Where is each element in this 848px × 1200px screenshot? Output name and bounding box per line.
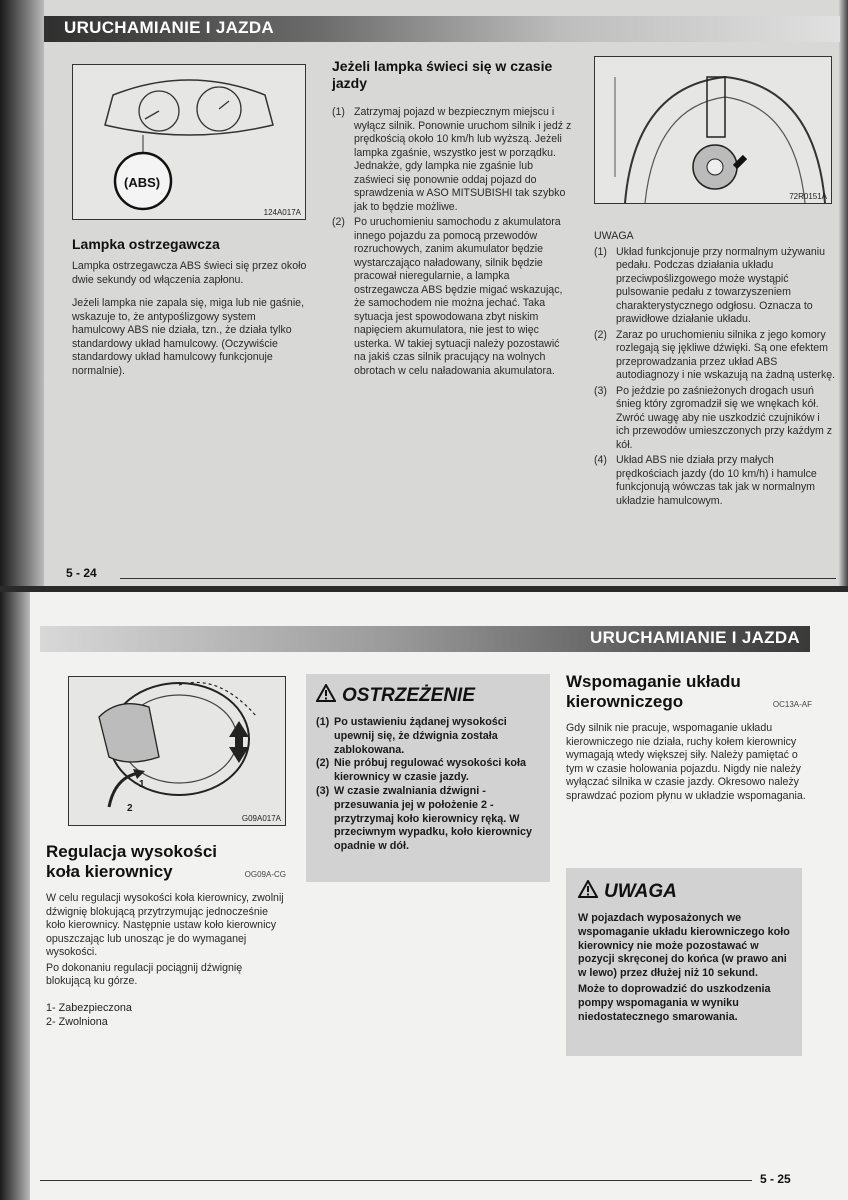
legend-item: 2- Zwolniona <box>46 1015 108 1028</box>
uwaga-section <box>594 230 836 510</box>
item-text: Po jeździe po zaśnieżonych drogach usuń śnieg który zgromadził się we wnękach kół. Zwróć uwagę aby nie uszkodzić czujników i ich przewodów umieszczonych przy każdym z kół. <box>616 384 833 451</box>
lamp-while-driving-section <box>332 58 572 380</box>
steering-height-heading-wrap <box>46 842 286 882</box>
footer-rule <box>40 1180 752 1181</box>
steering-adjust-illustration <box>68 676 286 826</box>
scan-edge-right <box>838 0 848 588</box>
uwaga-heading <box>578 880 790 904</box>
item-number: (1) <box>332 106 345 118</box>
uwaga-box <box>566 868 802 1056</box>
list-item <box>316 785 540 854</box>
list-item <box>316 757 540 785</box>
wheel-sensor-illustration <box>594 56 832 204</box>
steering-wheel-drawing <box>69 677 285 825</box>
warning-lamp-section <box>72 236 308 378</box>
figure-code: 124A017A <box>263 208 301 217</box>
section-header-bar <box>40 626 810 652</box>
power-steering-section <box>566 672 812 803</box>
marker-1: 1 <box>139 779 145 790</box>
item-number: (3) <box>594 384 607 397</box>
warning-lamp-paragraph-1: Lampka ostrzegawcza ABS świeci się przez około dwie sekundy od włączenia zapłonu. <box>72 260 307 286</box>
uwaga-list <box>594 246 836 509</box>
warning-title-text: OSTRZEŻENIE <box>342 685 476 706</box>
list-item <box>594 385 836 453</box>
instrument-cluster-drawing <box>73 65 305 219</box>
list-item <box>594 246 836 327</box>
page-number: 5 - 25 <box>760 1172 791 1186</box>
page-5-25 <box>0 592 848 1200</box>
section-title: URUCHAMIANIE I JAZDA <box>64 18 274 37</box>
figure-code: G09A017A <box>241 814 281 823</box>
scan-edge-left <box>0 0 44 588</box>
section-code: OC13A-AF <box>772 700 812 709</box>
list-item <box>594 454 836 508</box>
driving-heading: Jeżeli lampka świeci się w czasie jazdy <box>332 58 553 91</box>
uwaga-paragraph-2: Może to doprowadzić do uszkodzenia pompy wspomagania w wyniku niedostatecznego smarowania. <box>578 982 771 1023</box>
uwaga-paragraph-1: W pojazdach wyposażonych we wspomaganie układu kierowniczego koło kierownicy nie może pozostawać w pozycji skręconej do końca (w prawo ani w lewo) przez dłużej niż 10 sekund. <box>578 912 790 980</box>
warning-lamp-heading: Lampka ostrzegawcza <box>72 236 220 252</box>
scan-edge-left <box>0 592 30 1200</box>
warning-list <box>316 716 540 854</box>
power-steering-heading: Wspomaganie układu kierowniczego <box>566 672 741 711</box>
item-number: (2) <box>332 216 345 228</box>
list-item <box>316 716 540 757</box>
item-number: (4) <box>594 454 607 466</box>
wheel-hub-drawing <box>595 57 831 203</box>
item-text: Po uruchomieniu samochodu z akumulatora innego pojazdu za pomocą przewodów rozruchowych, zanim akumulator będzie wystarczająco naładowany, silnik będzie pracował nieregularnie, a lampka ostrzegawcza ABS będzie migać wskazując, że samochodem nie można jechać. Taka sytuacja jest spowodowana zbyt niskim napięciem akumulatora, nie jest to więc usterka. W takiej sytuacji należy pozostawić na jakiś czas silnik pracujący na wolnych obrotach w celu naładowania akumulatora. <box>354 216 563 377</box>
power-steering-paragraph: Gdy silnik nie pracuje, wspomaganie układu kierowniczego nie działa, ruchy kołem kierownicy wymagają wtedy większej siły. Należy pamiętać o tym w czasie holowania pojazdu. Nigdy nie należy wyłączać silnika w czasie jazdy. Okresowo należy sprawdzać poziom płynu w układzie wspomagania. <box>566 722 806 802</box>
item-text: Układ funkcjonuje przy normalnym używaniu pedału. Podczas działania układu przeciwpoślizgowego może wystąpić pulsowanie pedału z towarzyszeniem charakterystycznego odgłosu. Oznacza to prawidłowe działanie układu. <box>616 245 826 325</box>
item-text: Zatrzymaj pojazd w bezpiecznym miejscu i wyłącz silnik. Ponownie uruchom silnik i jedź z prędkością około 10 km/h lub wyższą. Jeżeli lampka zgaśnie, wszystko jest w porządku. Jednakże, gdy lampka nie zgaśnie lub zaświeci się ponownie oddaj pojazd do sprawdzenia w ASO MITSUBISHI tak szybko jak to będzie możliwe. <box>354 106 572 213</box>
page-number: 5 - 24 <box>66 566 97 580</box>
section-code: OG09A-CG <box>244 870 286 879</box>
item-text: Nie próbuj regulować wysokości koła kierownicy w czasie jazdy. <box>334 757 526 784</box>
steering-height-paragraph-2: Po dokonaniu regulacji pociągnij dźwignię blokującą ku górze. <box>46 961 243 987</box>
item-text: Po ustawieniu żądanej wysokości upewnij się, że dźwignia została zablokowana. <box>334 716 507 756</box>
item-number: (2) <box>594 328 607 341</box>
item-number: (1) <box>594 245 607 258</box>
list-item <box>332 216 572 378</box>
abs-badge: (ABS) <box>124 175 161 190</box>
warning-triangle-icon <box>578 880 598 904</box>
item-text: W czasie zwalniania dźwigni - przesuwania jej w położenie 2 - przytrzymaj koło kierownicy ręką. W przeciwnym wypadku, koło kierownicy opadnie w dół. <box>334 784 533 853</box>
item-number: (1) <box>316 716 330 728</box>
warning-triangle-icon <box>316 684 336 708</box>
warning-box <box>306 674 550 882</box>
item-text: Układ ABS nie działa przy małych prędkościach jazdy (do 10 km/h) i hamulce funkcjonują wówczas tak jak w normalnym układzie hamulcowym. <box>616 454 817 507</box>
list-item <box>594 329 836 383</box>
footer-rule <box>120 578 836 579</box>
page-5-24 <box>0 0 848 588</box>
driving-list <box>332 106 572 378</box>
figure-code: 72R0151A <box>789 192 827 201</box>
section-title: URUCHAMIANIE I JAZDA <box>590 628 800 647</box>
item-text: Zaraz po uruchomieniu silnika z jego komory rozlegają się jękliwe dźwięki. Są one efektem przeprowadzania przez układ ABS autodiagnozy i nie wskazują na żadną usterkę. <box>616 328 836 381</box>
position-legend <box>46 1001 286 1029</box>
power-steering-heading-wrap <box>566 672 812 712</box>
steering-height-section <box>46 842 286 1029</box>
abs-lamp-illustration <box>72 64 306 220</box>
uwaga-title-text: UWAGA <box>604 881 677 902</box>
section-header-bar <box>44 16 840 42</box>
warning-heading <box>316 684 540 708</box>
list-item <box>332 106 572 214</box>
item-number: (2) <box>316 757 330 770</box>
marker-2: 2 <box>127 803 133 814</box>
steering-height-heading: Regulacja wysokości koła kierownicy <box>46 842 218 881</box>
steering-height-paragraph-1: W celu regulacji wysokości koła kierownicy, zwolnij dźwignię blokującą przytrzymując jednocześnie koło kierownicy. Następnie ustaw koło kierownicy opuszczając lub unosząc je do wymaganej wysokości. <box>46 892 284 958</box>
item-number: (3) <box>316 784 330 797</box>
warning-lamp-paragraph-2: Jeżeli lampka nie zapala się, miga lub nie gaśnie, wskazuje to, że antypoślizgowy system hamulcowy ABS nie działa, tzn., że działa tylko standardowy układ hamulcowy. (Oczywiście standardowy układ hamulcowy funkcjonuje normalnie). <box>72 297 305 377</box>
legend-item: 1- Zabezpieczona <box>46 1001 132 1014</box>
uwaga-heading: UWAGA <box>594 230 634 242</box>
